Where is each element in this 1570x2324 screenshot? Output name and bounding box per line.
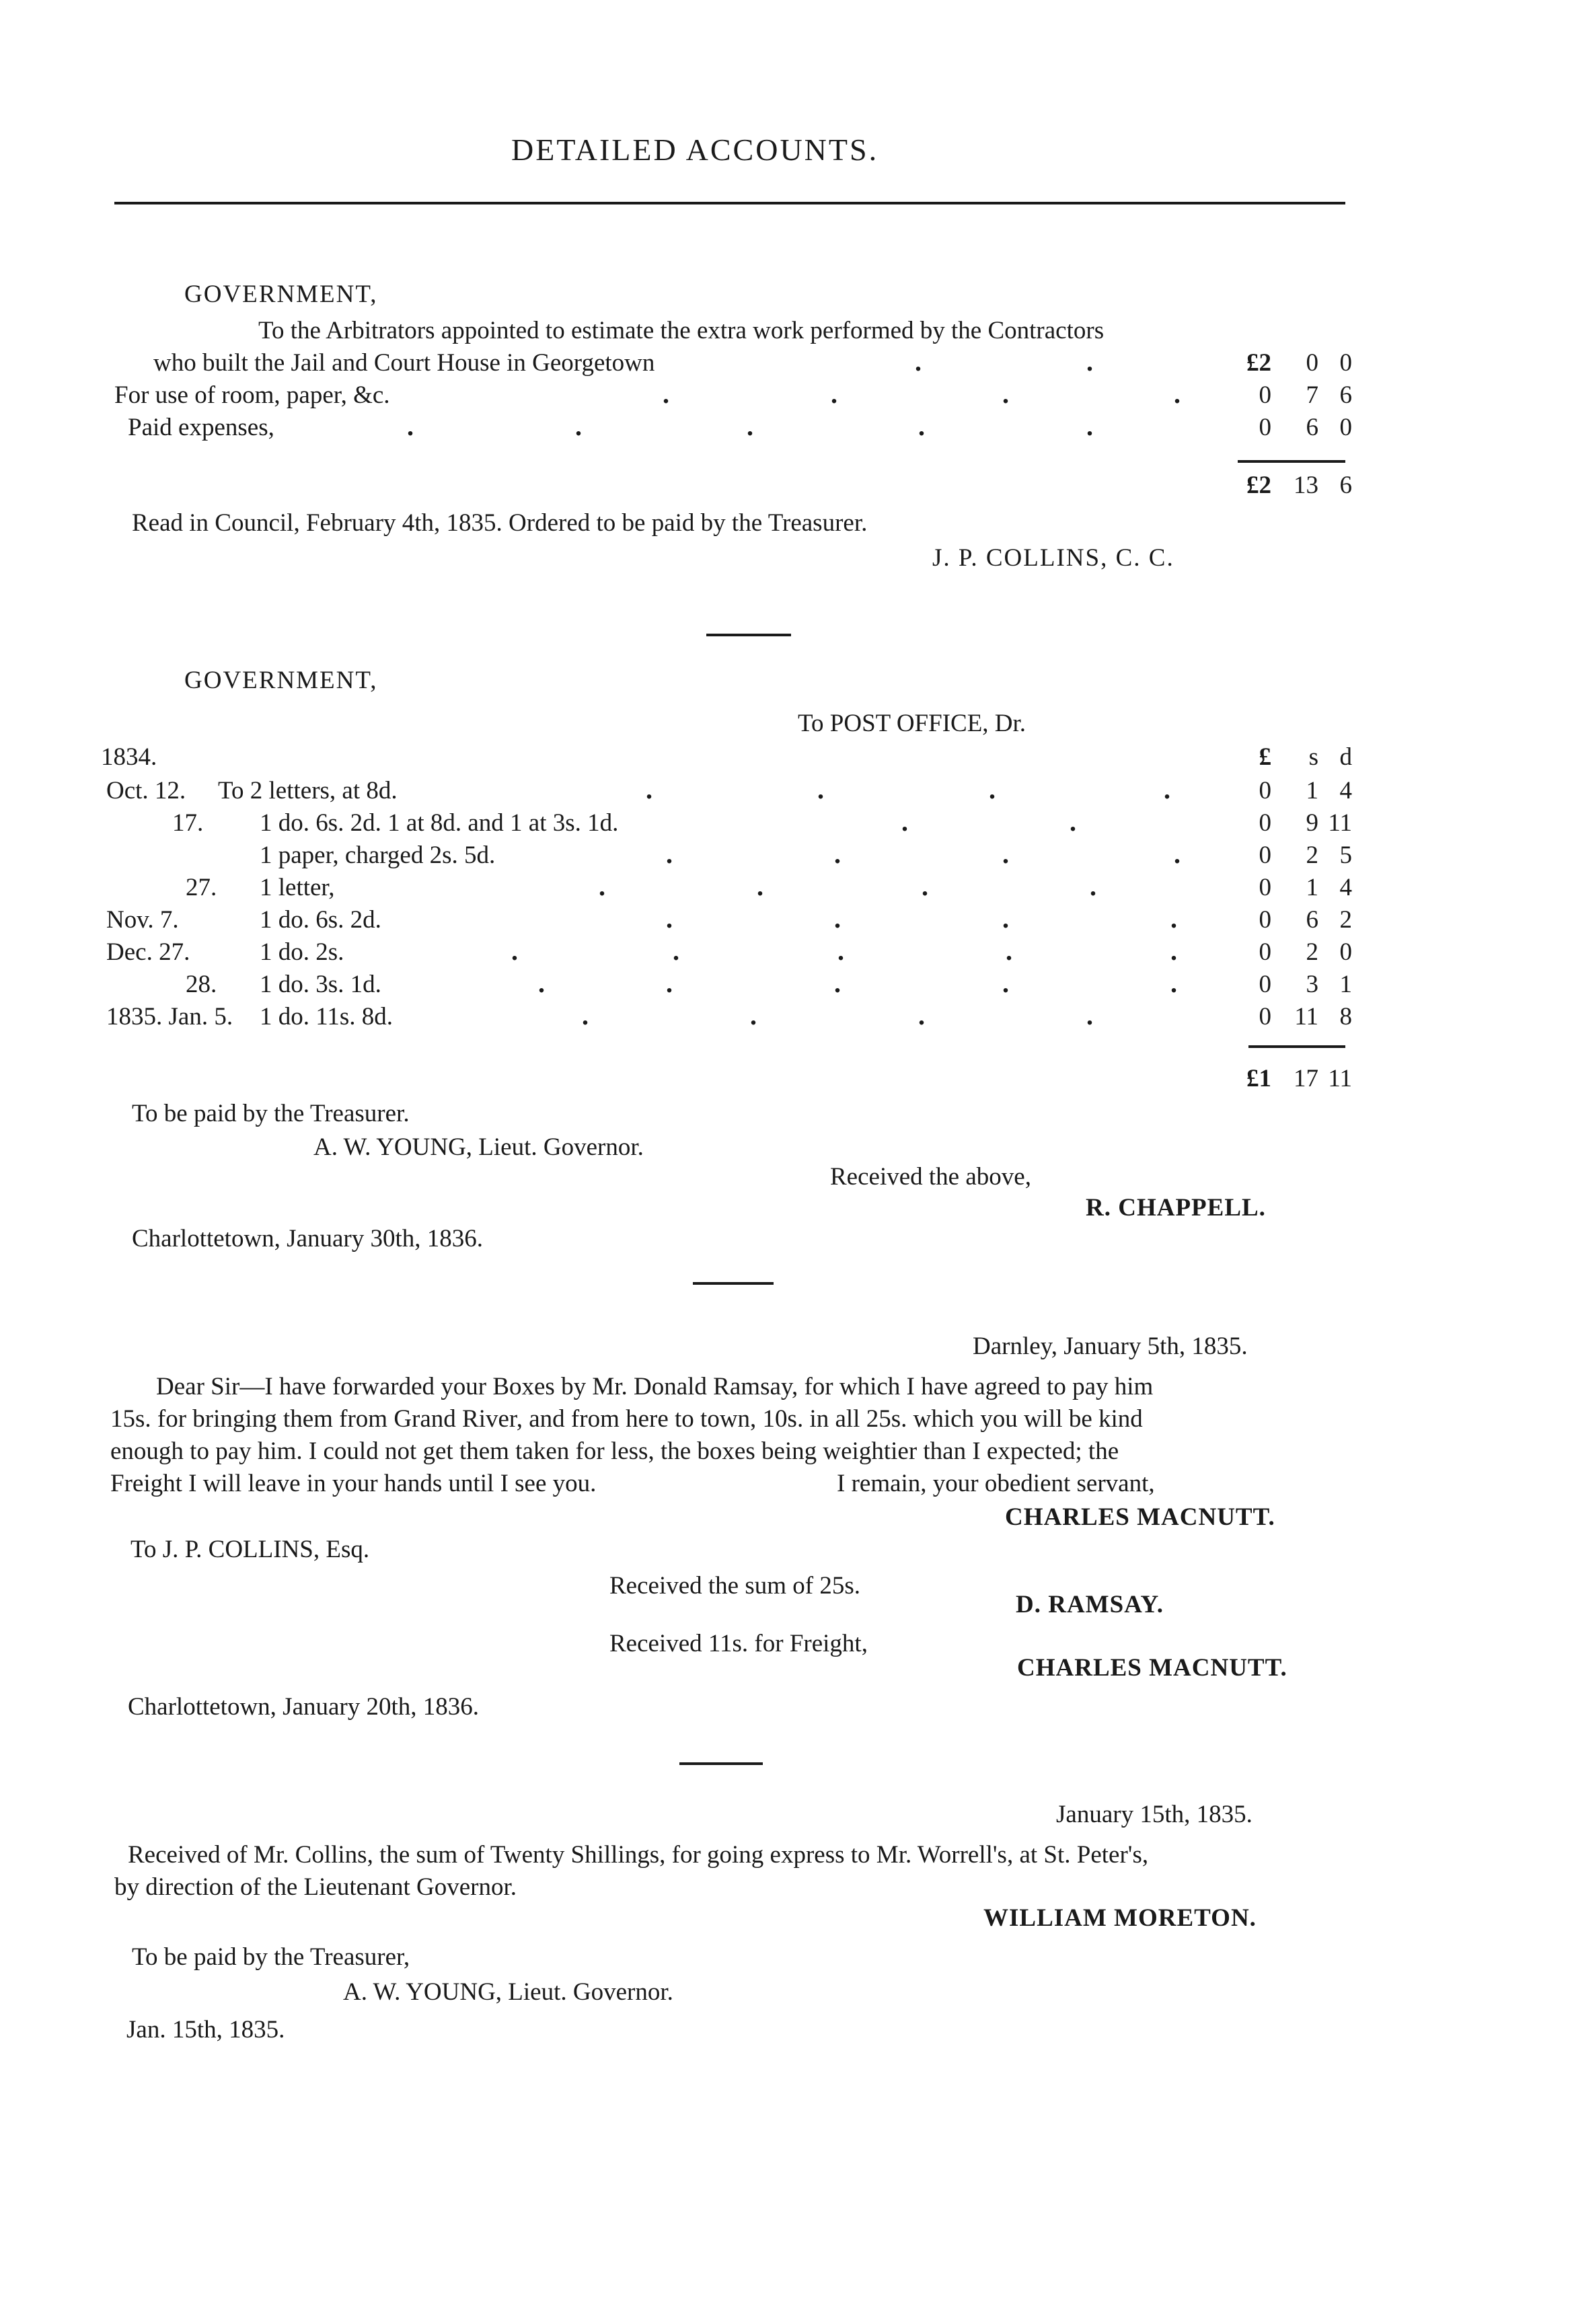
section2-governor: A. W. YOUNG, Lieut. Governor. (313, 1133, 644, 1161)
leader-dot: . (1164, 774, 1170, 804)
entry-pounds: 0 (1259, 874, 1271, 901)
entry-text: 1 do. 3s. 1d. (260, 971, 381, 998)
leader-dot: . (922, 871, 928, 901)
leader-dot: . (834, 839, 841, 869)
leader-dot: . (918, 1000, 925, 1030)
leader-dot: . (511, 936, 518, 966)
section1-row-3-text: Paid expenses, (128, 414, 274, 441)
entry-text: To 2 letters, at 8d. (218, 777, 398, 804)
receiver-macnutt: CHARLES MACNUTT. (1017, 1654, 1287, 1682)
section2-note: To be paid by the Treasurer. (132, 1100, 410, 1127)
section2-total-pounds: £1 (1246, 1065, 1271, 1092)
leader-dot: . (538, 968, 545, 998)
entry-date: 17. (172, 809, 204, 837)
leader-dot: . (1170, 936, 1177, 966)
entry-pence: 4 (1339, 777, 1352, 804)
letter-closing: I remain, your obedient servant, (837, 1470, 1155, 1497)
section3-date-line: Darnley, January 5th, 1835. (973, 1333, 1248, 1360)
section2-place-date: Charlottetown, January 30th, 1836. (132, 1225, 484, 1252)
section1-row-2-shillings: 7 (1306, 381, 1318, 409)
separator (706, 634, 791, 636)
entry-pence: 5 (1339, 841, 1352, 869)
leader-dot: . (918, 411, 925, 441)
section4-governor: A. W. YOUNG, Lieut. Governor. (343, 1978, 673, 2006)
entry-pounds: 0 (1259, 841, 1271, 869)
letter-addressee: To J. P. COLLINS, Esq. (130, 1536, 370, 1563)
leader-dot: . (915, 346, 922, 377)
title-rule (114, 202, 1345, 204)
section1-row-3-pounds: 0 (1259, 414, 1271, 441)
col-head-shillings: s (1308, 743, 1318, 771)
section1-total-rule (1238, 460, 1345, 463)
entry-shillings: 6 (1306, 906, 1318, 934)
entry-shillings: 9 (1306, 809, 1318, 837)
leader-dot: . (666, 839, 673, 869)
leader-dot: . (837, 936, 844, 966)
entry-shillings: 2 (1306, 938, 1318, 966)
section2-received: Received the above, (830, 1163, 1031, 1191)
leader-dot: . (1086, 411, 1093, 441)
section2-to-line: To POST OFFICE, Dr. (798, 710, 1026, 737)
letter-line-3: enough to pay him. I could not get them taken for less, the boxes being weightier than I expected; the (110, 1437, 1119, 1465)
section2-total-rule (1248, 1045, 1345, 1048)
entry-pence: 4 (1339, 874, 1352, 901)
section2-total-pence: 11 (1328, 1065, 1352, 1092)
entry-pence: 0 (1339, 938, 1352, 966)
leader-dot: . (1002, 968, 1009, 998)
leader-dot: . (673, 936, 679, 966)
leader-dot: . (1002, 379, 1009, 409)
section2-heading: GOVERNMENT, (184, 667, 378, 694)
entry-date: Oct. 12. (106, 777, 186, 804)
section1-row-3-shillings: 6 (1306, 414, 1318, 441)
received-freight: Received 11s. for Freight, (609, 1630, 868, 1657)
leader-dot: . (757, 871, 763, 901)
section1-total-pence: 6 (1339, 472, 1352, 499)
section1-row-3-pence: 0 (1339, 414, 1352, 441)
leader-dot: . (1170, 903, 1177, 934)
leader-dot: . (1002, 903, 1009, 934)
leader-dot: . (1002, 839, 1009, 869)
entry-date: 1835. Jan. 5. (106, 1003, 233, 1030)
section1-row-2-pence: 6 (1339, 381, 1352, 409)
section1-row-1-shillings: 0 (1306, 349, 1318, 377)
entry-text: 1 do. 6s. 2d. (260, 906, 381, 934)
entry-date: 28. (186, 971, 217, 998)
section2-year: 1834. (101, 743, 157, 771)
separator (693, 1282, 774, 1285)
entry-pounds: 0 (1259, 938, 1271, 966)
entry-text: 1 do. 2s. (260, 938, 344, 966)
section1-row-1-pence: 0 (1339, 349, 1352, 377)
leader-dot: . (989, 774, 996, 804)
leader-dot: . (1170, 968, 1177, 998)
entry-pence: 11 (1328, 809, 1352, 837)
entry-pounds: 0 (1259, 777, 1271, 804)
entry-text: 1 paper, charged 2s. 5d. (260, 841, 496, 869)
section1-note: Read in Council, February 4th, 1835. Ordered to be paid by the Treasurer. (132, 509, 868, 537)
received-25s: Received the sum of 25s. (609, 1572, 860, 1600)
entry-shillings: 1 (1306, 874, 1318, 901)
leader-dot: . (1070, 807, 1076, 837)
leader-dot: . (646, 774, 652, 804)
entry-date: Dec. 27. (106, 938, 190, 966)
entry-shillings: 2 (1306, 841, 1318, 869)
leader-dot: . (901, 807, 908, 837)
col-head-pounds: £ (1259, 743, 1271, 771)
section4-date-end: Jan. 15th, 1835. (126, 2016, 285, 2044)
entry-shillings: 3 (1306, 971, 1318, 998)
letter-line-4: Freight I will leave in your hands until I see you. (110, 1470, 597, 1497)
col-head-pence: d (1339, 743, 1352, 771)
leader-dot: . (831, 379, 837, 409)
leader-dot: . (407, 411, 414, 441)
entry-text: 1 do. 6s. 2d. 1 at 8d. and 1 at 3s. 1d. (260, 809, 619, 837)
section4-date-line: January 15th, 1835. (1056, 1801, 1253, 1828)
leader-dot: . (817, 774, 824, 804)
section4-line-2: by direction of the Lieutenant Governor. (114, 1873, 517, 1901)
leader-dot: . (834, 903, 841, 934)
letter-signer: CHARLES MACNUTT. (1005, 1503, 1275, 1531)
leader-dot: . (582, 1000, 589, 1030)
section1-row-2-pounds: 0 (1259, 381, 1271, 409)
entry-pounds: 0 (1259, 1003, 1271, 1030)
entry-text: 1 do. 11s. 8d. (260, 1003, 394, 1030)
entry-pounds: 0 (1259, 971, 1271, 998)
entry-shillings: 11 (1294, 1003, 1318, 1030)
leader-dot: . (834, 968, 841, 998)
section1-row-2-text: For use of room, paper, &c. (114, 381, 390, 409)
leader-dot: . (663, 379, 669, 409)
page-title: DETAILED ACCOUNTS. (511, 133, 879, 167)
entry-pence: 2 (1339, 906, 1352, 934)
leader-dot: . (1086, 346, 1093, 377)
section2-total-shillings: 17 (1294, 1065, 1318, 1092)
leader-dot: . (1086, 1000, 1093, 1030)
separator (679, 1762, 763, 1765)
letter-line-1: Dear Sir—I have forwarded your Boxes by Mr. Donald Ramsay, for which I have agreed to pay him (156, 1373, 1154, 1400)
section1-signature: J. P. COLLINS, C. C. (932, 544, 1174, 572)
receiver-ramsay: D. RAMSAY. (1016, 1591, 1164, 1618)
entry-text: 1 letter, (260, 874, 335, 901)
entry-pounds: 0 (1259, 809, 1271, 837)
section2-receiver: R. CHAPPELL. (1086, 1194, 1266, 1222)
section3-place-date: Charlottetown, January 20th, 1836. (128, 1693, 480, 1721)
section1-total-pounds: £2 (1246, 472, 1271, 499)
leader-dot: . (1090, 871, 1096, 901)
section4-line-1: Received of Mr. Collins, the sum of Twenty Shillings, for going express to Mr. Worrell's, at St. Peter's, (128, 1841, 1149, 1869)
leader-dot: . (1174, 839, 1181, 869)
letter-line-2: 15s. for bringing them from Grand River, and from here to town, 10s. in all 25s. which you will be kind (110, 1405, 1143, 1433)
leader-dot: . (666, 903, 673, 934)
section1-heading: GOVERNMENT, (184, 280, 378, 308)
section4-signer: WILLIAM MORETON. (983, 1904, 1257, 1932)
leader-dot: . (575, 411, 582, 441)
leader-dot: . (666, 968, 673, 998)
section1-total-shillings: 13 (1294, 472, 1318, 499)
section1-line1: To the Arbitrators appointed to estimate the extra work performed by the Contractors (258, 317, 1105, 344)
entry-pounds: 0 (1259, 906, 1271, 934)
entry-date: Nov. 7. (106, 906, 179, 934)
section1-row-1-text: who built the Jail and Court House in Georgetown (153, 349, 655, 377)
leader-dot: . (1174, 379, 1181, 409)
leader-dot: . (747, 411, 753, 441)
entry-pence: 8 (1339, 1003, 1352, 1030)
leader-dot: . (599, 871, 605, 901)
entry-date: 27. (186, 874, 217, 901)
leader-dot: . (750, 1000, 757, 1030)
section4-note: To be paid by the Treasurer, (132, 1943, 410, 1971)
section1-row-1-pounds: £2 (1246, 349, 1271, 377)
entry-pence: 1 (1339, 971, 1352, 998)
leader-dot: . (1006, 936, 1012, 966)
entry-shillings: 1 (1306, 777, 1318, 804)
